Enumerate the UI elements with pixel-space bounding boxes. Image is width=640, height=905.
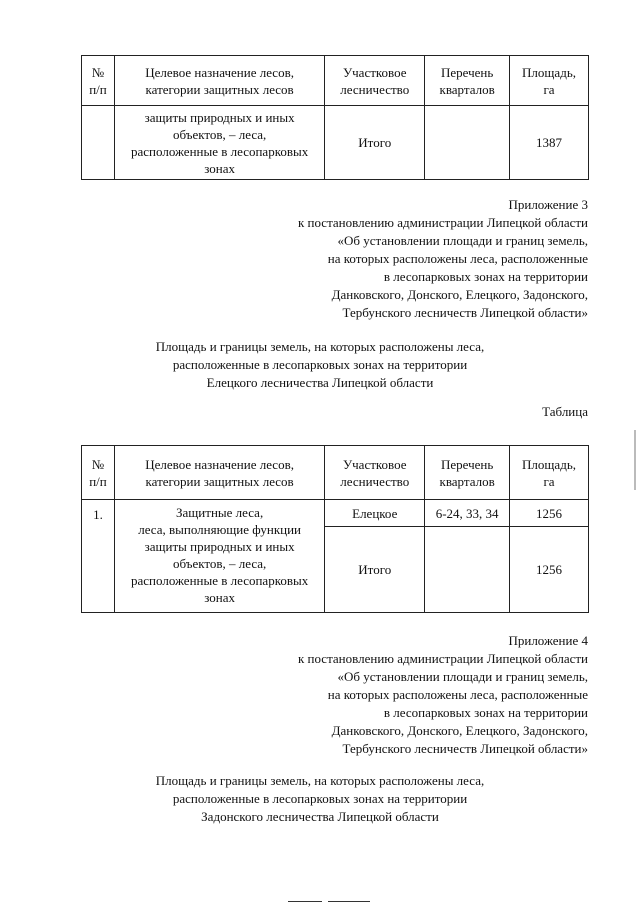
- appendix-4-header: [298, 632, 588, 758]
- cell-forestry-total: Итого: [325, 527, 425, 613]
- cell-num: [82, 106, 115, 180]
- cell-blocks-total: [425, 527, 510, 613]
- footer-divider: [328, 901, 370, 902]
- header-purpose: Целевое назначение лесов, категории защитных лесов: [114, 56, 324, 106]
- header-num: № п/п: [82, 56, 115, 106]
- appendix-4-line: Тербунского лесничеств Липецкой области»: [342, 741, 588, 756]
- appendix-4-line: «Об установлении площади и границ земель,: [337, 669, 588, 684]
- appendix-4-line: к постановлению администрации Липецкой области: [297, 651, 588, 666]
- appendix-3-title: Приложение 3: [508, 197, 588, 212]
- footer-divider: [288, 901, 322, 902]
- cell-num: 1.: [82, 500, 115, 613]
- cell-purpose: защиты природных и иных объектов, – леса, расположенные в лесопарковых зонах: [114, 106, 324, 180]
- appendix-4-line: в лесопарковых зонах на территории: [383, 705, 588, 720]
- appendix-3-line: на которых расположены леса, расположенные: [327, 251, 588, 266]
- scan-edge-mark: [634, 430, 636, 490]
- header-area: Площадь, га: [510, 446, 589, 500]
- appendix-4-heading: Площадь и границы земель, на которых расположены леса, расположенные в лесопарковых зонах на территории Задонского лесничества Липецкой области: [155, 773, 485, 824]
- appendix-4-line: Данковского, Донского, Елецкого, Задонского,: [331, 723, 588, 738]
- appendix-3-line: к постановлению администрации Липецкой области: [297, 215, 588, 230]
- header-forestry: Участковое лесничество: [325, 56, 425, 106]
- header-blocks: Перечень кварталов: [425, 446, 510, 500]
- appendix-3-line: Тербунского лесничеств Липецкой области»: [342, 305, 588, 320]
- cell-area: 1256: [510, 500, 589, 527]
- appendix-3-heading: Площадь и границы земель, на которых расположены леса, расположенные в лесопарковых зонах на территории Елецкого лесничества Липецкой области: [155, 339, 485, 390]
- table-header-row: [82, 56, 589, 106]
- appendix-3-line: Данковского, Донского, Елецкого, Задонского,: [331, 287, 588, 302]
- cell-purpose: Защитные леса, леса, выполняющие функции защиты природных и иных объектов, – леса, расположенные в лесопарковых зонах: [114, 500, 324, 613]
- header-purpose: Целевое назначение лесов, категории защитных лесов: [114, 446, 324, 500]
- header-num: № п/п: [82, 446, 115, 500]
- header-area: Площадь, га: [510, 56, 589, 106]
- cell-forestry-total: Итого: [325, 106, 425, 180]
- header-forestry: Участковое лесничество: [325, 446, 425, 500]
- table-row: [82, 106, 589, 180]
- header-blocks: Перечень кварталов: [425, 56, 510, 106]
- table-row: [82, 500, 589, 527]
- appendix-4-title: Приложение 4: [508, 633, 588, 648]
- table-header-row: [82, 446, 589, 500]
- table-elets: [81, 445, 589, 613]
- cell-blocks: [425, 106, 510, 180]
- table-label: Таблица: [542, 404, 588, 419]
- cell-forestry: Елецкое: [325, 500, 425, 527]
- cell-area: 1387: [510, 106, 589, 180]
- table-continuation: [81, 55, 589, 180]
- appendix-3-line: в лесопарковых зонах на территории: [383, 269, 588, 284]
- cell-area-total: 1256: [510, 527, 589, 613]
- appendix-3-line: «Об установлении площади и границ земель,: [337, 233, 588, 248]
- appendix-4-line: на которых расположены леса, расположенные: [327, 687, 588, 702]
- appendix-3-header: [298, 196, 588, 322]
- cell-blocks: 6-24, 33, 34: [425, 500, 510, 527]
